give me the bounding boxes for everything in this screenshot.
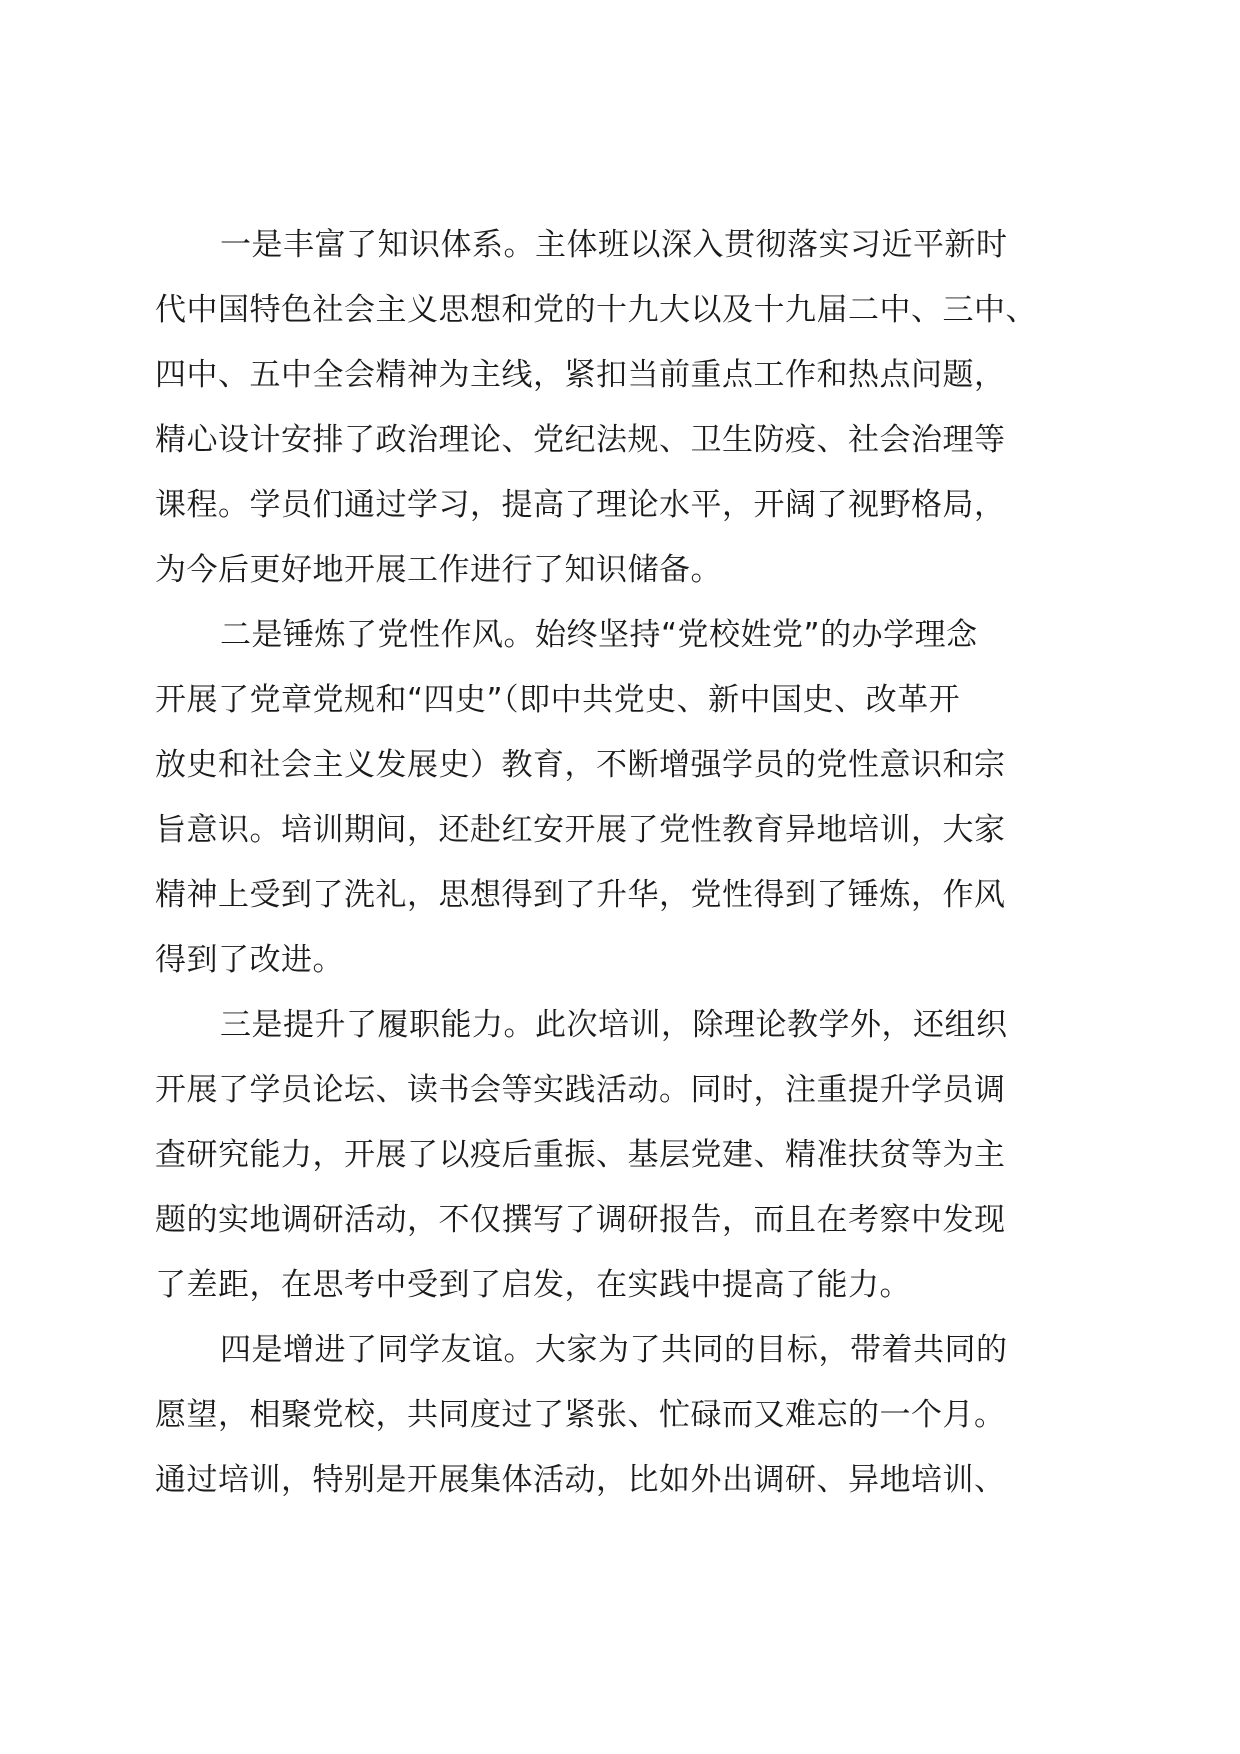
text-line: 了差距，在思考中受到了启发，在实践中提高了能力。 [155, 1267, 911, 1303]
text-line: 课程。学员们通过学习，提高了理论水平，开阔了视野格局， [155, 487, 1006, 523]
text-line: 四是增进了同学友谊。大家为了共同的目标，带着共同的 [220, 1332, 1008, 1368]
text-line: 旨意识。培训期间，还赴红安开展了党性教育异地培训，大家 [155, 812, 1006, 848]
text-line: 愿望，相聚党校，共同度过了紧张、忙碌而又难忘的一个月。 [155, 1397, 1006, 1433]
text-line: 精心设计安排了政治理论、党纪法规、卫生防疫、社会治理等 [155, 422, 1006, 458]
paragraph-1 [155, 213, 1095, 603]
paragraph-2 [155, 603, 1095, 993]
text-line: 得到了改进。 [155, 942, 344, 978]
text-line: 二是锤炼了党性作风。始终坚持“党校姓党”的办学理念 [220, 617, 978, 653]
text-line: 通过培训，特别是开展集体活动，比如外出调研、异地培训、 [155, 1462, 1006, 1498]
document-body [155, 213, 1095, 1513]
text-line: 开展了学员论坛、读书会等实践活动。同时，注重提升学员调 [155, 1072, 1006, 1108]
text-line: 开展了党章党规和“四史”（即中共党史、新中国史、改革开 [155, 682, 961, 718]
text-line: 四中、五中全会精神为主线，紧扣当前重点工作和热点问题， [155, 357, 1006, 393]
text-line: 精神上受到了洗礼，思想得到了升华，党性得到了锤炼，作风 [155, 877, 1006, 913]
text-line: 题的实地调研活动，不仅撰写了调研报告，而且在考察中发现 [155, 1202, 1006, 1238]
text-line: 为今后更好地开展工作进行了知识储备。 [155, 552, 722, 588]
text-line: 三是提升了履职能力。此次培训，除理论教学外，还组织 [220, 1007, 1008, 1043]
paragraph-4 [155, 1318, 1095, 1513]
paragraph-3 [155, 993, 1095, 1318]
text-line: 代中国特色社会主义思想和党的十九大以及十九届二中、三中、 [155, 292, 1037, 328]
text-line: 放史和社会主义发展史）教育，不断增强学员的党性意识和宗 [155, 747, 1006, 783]
text-line: 一是丰富了知识体系。主体班以深入贯彻落实习近平新时 [220, 227, 1008, 263]
text-line: 查研究能力，开展了以疫后重振、基层党建、精准扶贫等为主 [155, 1137, 1006, 1173]
